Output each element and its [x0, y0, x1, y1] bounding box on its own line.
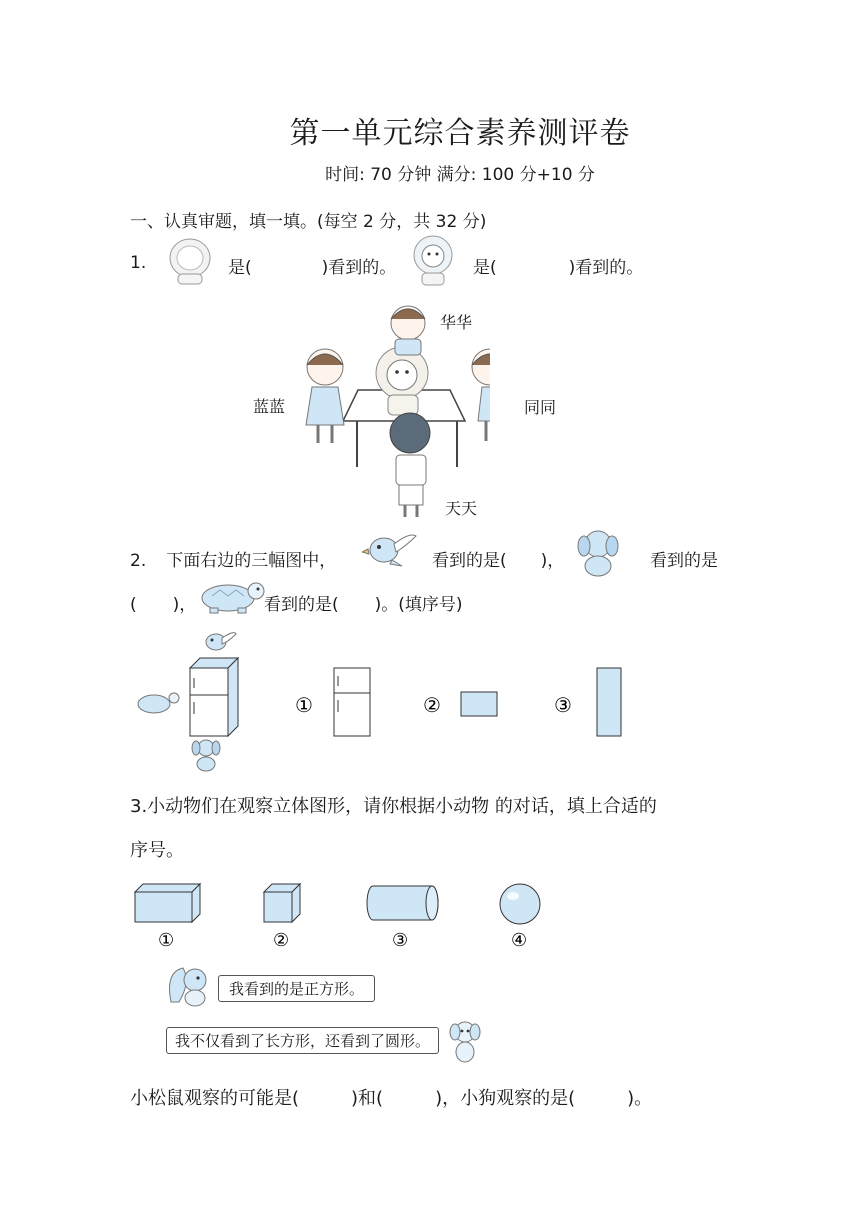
- page-subtitle: 时间: 70 分钟 满分: 100 分+10 分: [325, 165, 595, 185]
- q2-label-1: ①: [295, 693, 313, 717]
- q2-text-c: )，: [540, 551, 565, 571]
- q1-text-c: 是(: [473, 258, 497, 278]
- name-tiantian: 天天: [445, 499, 478, 518]
- q3-answer-b: )和(: [351, 1088, 384, 1109]
- q2-figures: [130, 630, 650, 778]
- turtle-icon: [198, 576, 268, 614]
- q3-line-2: 序号。: [130, 840, 184, 861]
- lion-back-icon: [165, 234, 215, 288]
- q3-shapes: [130, 880, 550, 952]
- dog-speech-bubble: 我不仅看到了长方形，还看到了圆形。: [166, 1027, 439, 1054]
- q2-label-3: ③: [554, 693, 572, 717]
- squirrel-icon: [165, 962, 215, 1008]
- q2-text-g: 看到的是(: [264, 595, 339, 615]
- lion-front-icon: [408, 233, 458, 289]
- q3-label-1: ①: [158, 930, 175, 951]
- q2-text-b: 看到的是(: [432, 551, 507, 571]
- squirrel-speech-bubble: 我看到的是正方形。: [218, 975, 375, 1002]
- q2-text-d: 看到的是: [650, 551, 718, 571]
- name-lanlan: 蓝蓝: [253, 397, 286, 416]
- page-title: 第一单元综合素养测评卷: [289, 116, 631, 151]
- dog-below-icon: [192, 740, 220, 771]
- bird-icon: [362, 526, 422, 570]
- q3-line-1: 3.小动物们在观察立体图形，请你根据小动物 的对话，填上合适的: [130, 796, 657, 817]
- q1-line: [130, 253, 146, 273]
- q2-label-2: ②: [423, 693, 441, 717]
- q1-text-a: 是(: [228, 258, 252, 278]
- q1-text-d: )看到的。: [568, 258, 644, 278]
- name-huahua: 华华: [440, 313, 473, 332]
- q3-label-4: ④: [511, 930, 528, 951]
- q2-text-f: )，: [172, 595, 197, 615]
- q3-label-3: ③: [392, 930, 409, 951]
- q3-answer-d: )。: [627, 1088, 653, 1109]
- q1-number: 1.: [130, 253, 147, 273]
- q3-answer-c: )，小狗观察的是(: [435, 1088, 576, 1109]
- q2-number: 2.: [130, 551, 147, 571]
- q3-label-2: ②: [273, 930, 290, 951]
- q2-text-a: 下面右边的三幅图中，: [166, 551, 337, 571]
- name-tongtong: 同同: [524, 398, 557, 417]
- dog-icon: [445, 1018, 487, 1066]
- q2-text-e: (: [130, 595, 137, 615]
- dog-back-icon: [572, 526, 624, 578]
- q2-text-h: )。(填序号): [374, 595, 463, 615]
- q1-text-b: )看到的。: [321, 258, 397, 278]
- bird-on-fridge-icon: [206, 633, 236, 650]
- section-heading: 一、认真审题，填一填。(每空 2 分，共 32 分): [130, 212, 487, 232]
- turtle-side-icon: [138, 693, 179, 713]
- q3-answer-a: 小松鼠观察的可能是(: [130, 1088, 300, 1109]
